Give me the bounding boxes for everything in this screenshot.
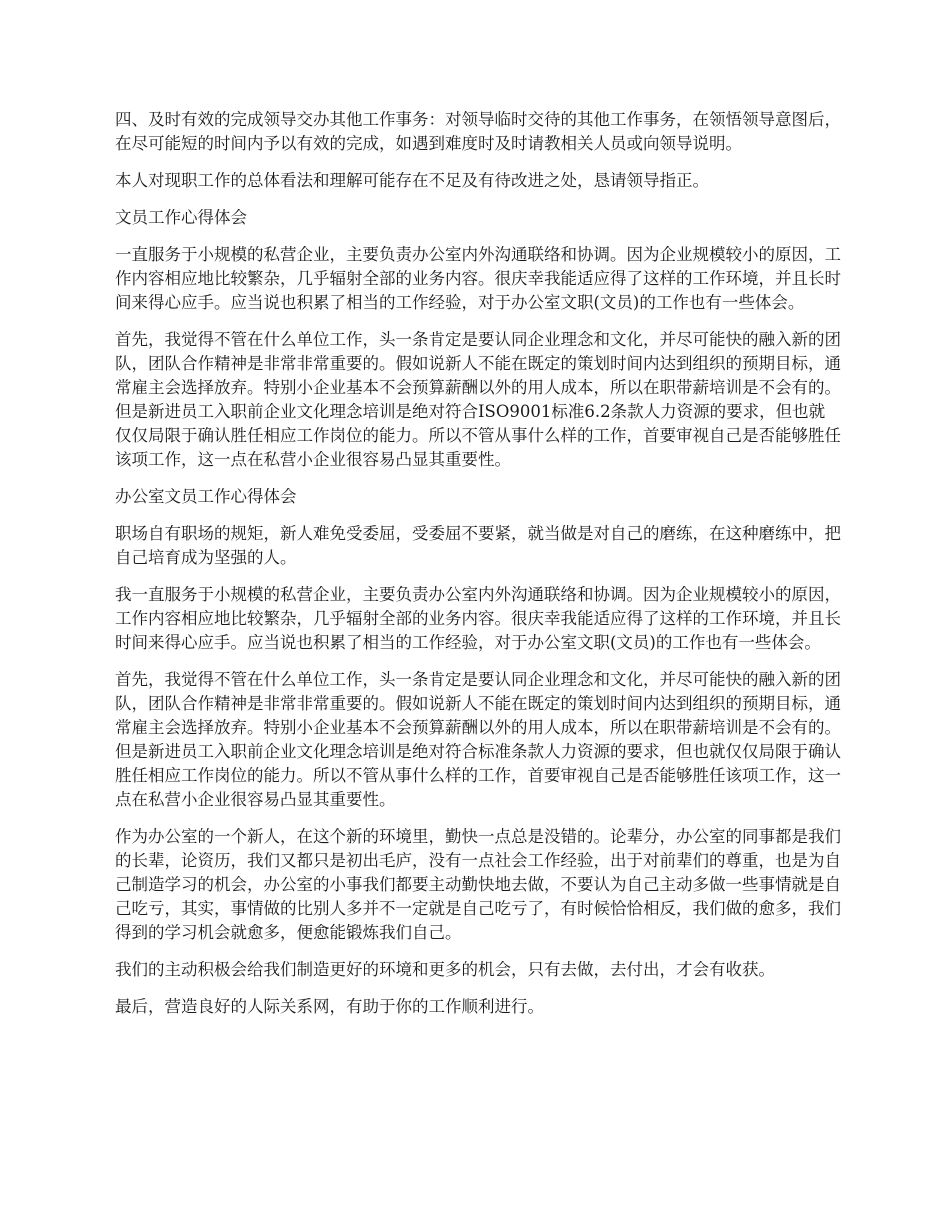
paragraph-task-four: 四、及时有效的完成领导交办其他工作事务：对领导临时交待的其他工作事务，在领悟领导意图后，在尽可能短的时间内予以有效的完成，如遇到难度时及时请教相关人员或向领导说明。: [115, 110, 841, 153]
paragraph-workplace-rules: 职场自有职场的规矩，新人难免受委屈，受委屈不要紧，就当做是对自己的磨练，在这种磨练中，把自己培育成为坚强的人。: [115, 524, 841, 567]
document-page: [115, 108, 841, 1032]
paragraph-newcomer: 作为办公室的一个新人，在这个新的环境里，勤快一点总是没错的。论辈分，办公室的同事都是我们的长辈，论资历，我们又都只是初出毛庐，没有一点社会工作经验，出于对前辈们的尊重，也是为自己制造学习的机会，办公室的小事我们都要主动勤快地去做，不要认为自己主动多做一些事情就是自己吃亏，其实，事情做的比别人多并不一定就是自己吃亏了，有时候恰恰相反，我们做的愈多，我们得到的学习机会就愈多，便愈能锻炼我们自己。: [115, 827, 841, 942]
paragraph-clerk-intro: 一直服务于小规模的私营企业，主要负责办公室内外沟通联络和协调。因为企业规模较小的原因，工作内容相应地比较繁杂，几乎辐射全部的业务内容。很庆幸我能适应得了这样的工作环境，并且长时间来得心应手。应当说也积累了相当的工作经验，对于办公室文职(文员)的工作也有一些体会。: [115, 245, 841, 312]
paragraph-clerk-first: 首先，我觉得不管在什么单位工作，头一条肯定是要认同企业理念和文化，并尽可能快的融入新的团队，团队合作精神是非常非常重要的。假如说新人不能在既定的策划时间内达到组织的预期目标，通常雇主会选择放弃。特别小企业基本不会预算薪酬以外的用人成本，所以在职带薪培训是不会有的。但是新进员工入职前企业文化理念培训是绝对符合ISO9001标准6.2条款人力资源的要求，但也就仅仅局限于确认胜任相应工作岗位的能力。所以不管从事什么样的工作，首要审视自己是否能够胜任该项工作，这一点在私营小企业很容易凸显其重要性。: [115, 330, 841, 469]
paragraph-initiative: 我们的主动积极会给我们制造更好的环境和更多的机会，只有去做，去付出，才会有收获。: [115, 960, 775, 979]
section-heading-clerk: 文员工作心得体会: [115, 208, 247, 227]
section-heading-office-clerk: 办公室文员工作心得体会: [115, 487, 297, 506]
paragraph-closing-remark: 本人对现职工作的总体看法和理解可能存在不足及有待改进之处，恳请领导指正。: [115, 171, 709, 190]
paragraph-office-first: 首先，我觉得不管在什么单位工作，头一条肯定是要认同企业理念和文化，并尽可能快的融入新的团队，团队合作精神是非常非常重要的。假如说新人不能在既定的策划时间内达到组织的预期目标，通常雇主会选择放弃。特别小企业基本不会预算薪酬以外的用人成本，所以在职带薪培训是不会有的。但是新进员工入职前企业文化理念培训是绝对符合标准条款人力资源的要求，但也就仅仅局限于确认胜任相应工作岗位的能力。所以不管从事什么样的工作，首要审视自己是否能够胜任该项工作，这一点在私营小企业很容易凸显其重要性。: [115, 670, 841, 809]
paragraph-office-intro: 我一直服务于小规模的私营企业，主要负责办公室内外沟通联络和协调。因为企业规模较小的原因，工作内容相应地比较繁杂，几乎辐射全部的业务内容。很庆幸我能适应得了这样的工作环境，并且长时间来得心应手。应当说也积累了相当的工作经验，对于办公室文职(文员)的工作也有一些体会。: [115, 585, 841, 652]
paragraph-finally: 最后，营造良好的人际关系网，有助于你的工作顺利进行。: [115, 997, 544, 1016]
